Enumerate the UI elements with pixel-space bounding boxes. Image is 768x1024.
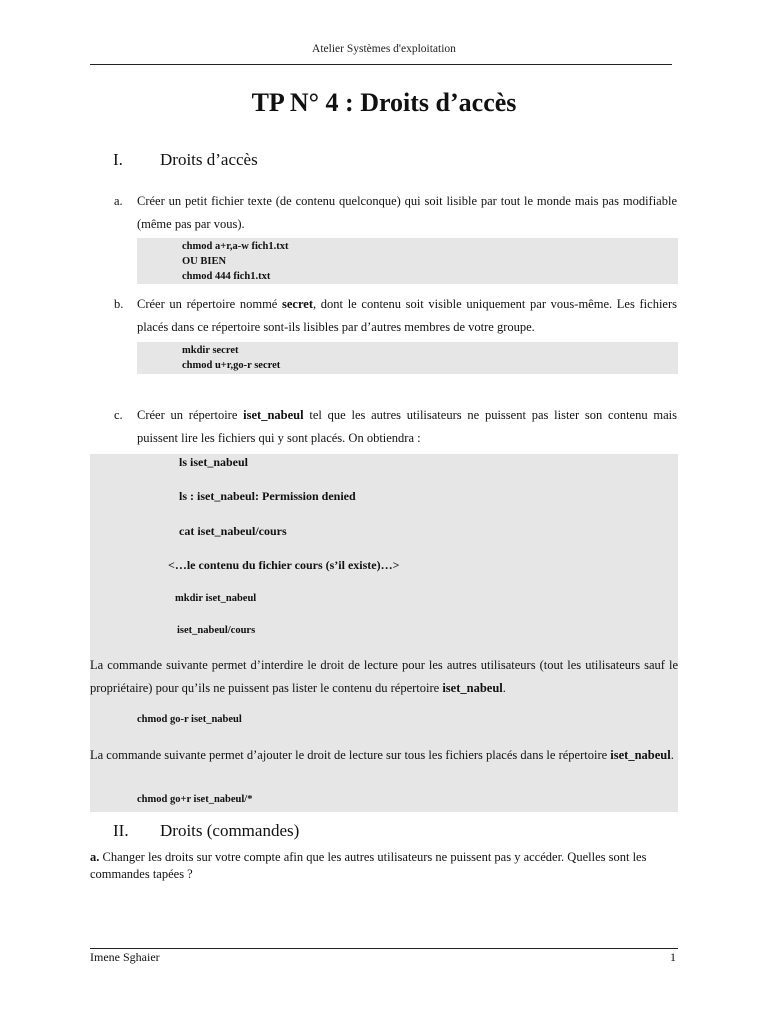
explanation-text: La commande suivante permet d’interdire le droit de lecture pour les autres utilisateurs (tout les utilisateurs sauf le propriétaire) pour qu’ils ne puissent pas lister le contenu du répertoire bbox=[90, 658, 678, 695]
item-label: a. bbox=[90, 850, 100, 864]
page-header: Atelier Systèmes d'exploitation bbox=[312, 43, 456, 55]
item-c-paragraph bbox=[114, 404, 677, 450]
explanation-text: La commande suivante permet d’ajouter le droit de lecture sur tous les fichiers placés dans le répertoire bbox=[90, 748, 611, 762]
section-title: Droits d’accès bbox=[160, 150, 258, 169]
explanation-end: . bbox=[502, 681, 506, 695]
header-divider bbox=[90, 64, 672, 65]
section-number: II. bbox=[113, 821, 129, 840]
code-line: chmod 444 fich1.txt bbox=[182, 271, 271, 282]
footer-author: Imene Sghaier bbox=[90, 950, 160, 964]
keyword-iset-nabeul: iset_nabeul bbox=[243, 408, 304, 422]
item-c-text-after: tel que les autres utilisateurs ne puissent pas lister son contenu mais puissent lire les fichiers qui y sont placés. On obtiendra : bbox=[137, 408, 677, 445]
command-line: chmod go+r iset_nabeul/* bbox=[137, 794, 253, 805]
keyword-iset-nabeul: iset_nabeul bbox=[610, 748, 671, 762]
item-b-text-before: Créer un répertoire nommé bbox=[137, 297, 283, 311]
item-a-text: Créer un petit fichier texte (de contenu quelconque) qui soit lisible par tout le monde mais pas modifiable (même pas par vous). bbox=[137, 194, 677, 231]
code-line: chmod u+r,go-r secret bbox=[182, 360, 281, 371]
item-label: a. bbox=[114, 194, 123, 208]
item-b-text-after: , dont le contenu soit visible uniquement par vous-même. Les fichiers placés dans ce répertoire sont-ils lisibles par d’autres membres de votre groupe. bbox=[137, 297, 677, 334]
command-line: ls iset_nabeul bbox=[179, 455, 249, 469]
code-line: chmod a+r,a-w fich1.txt bbox=[182, 241, 289, 252]
question-a-paragraph bbox=[90, 849, 678, 883]
example-output-box bbox=[90, 454, 678, 812]
explanation-paragraph-1 bbox=[90, 654, 678, 700]
page-title: TP N° 4 : Droits d’accès bbox=[251, 88, 517, 117]
item-label: c. bbox=[114, 408, 123, 422]
item-b-paragraph bbox=[114, 293, 677, 339]
command-output: <…le contenu du fichier cours (s’il existe)…> bbox=[168, 558, 400, 572]
code-line: OU BIEN bbox=[182, 256, 227, 267]
command-output: ls : iset_nabeul: Permission denied bbox=[179, 489, 356, 503]
section-number: I. bbox=[113, 150, 123, 169]
code-block-a bbox=[137, 238, 678, 284]
explanation-end: . bbox=[670, 748, 674, 762]
command-line: iset_nabeul/cours bbox=[177, 625, 256, 636]
section-title: Droits (commandes) bbox=[160, 821, 300, 840]
keyword-iset-nabeul: iset_nabeul bbox=[442, 681, 503, 695]
code-line: mkdir secret bbox=[182, 345, 239, 356]
command-line: chmod go-r iset_nabeul bbox=[137, 714, 242, 725]
footer-divider bbox=[90, 948, 678, 949]
command-line: cat iset_nabeul/cours bbox=[179, 524, 287, 538]
keyword-secret: secret bbox=[282, 297, 314, 311]
command-line: mkdir iset_nabeul bbox=[175, 593, 257, 604]
item-a-paragraph bbox=[114, 190, 677, 236]
section-heading-2 bbox=[113, 821, 299, 841]
item-label: b. bbox=[114, 297, 124, 311]
question-a-text: Changer les droits sur votre compte afin que les autres utilisateurs ne puissent pas y accéder. Quelles sont les commandes tapées ? bbox=[90, 850, 647, 881]
section-heading-1 bbox=[113, 150, 258, 170]
item-c-text-before: Créer un répertoire bbox=[137, 408, 244, 422]
page-number: 1 bbox=[670, 950, 676, 964]
code-block-b bbox=[137, 342, 678, 374]
explanation-paragraph-2 bbox=[90, 744, 678, 767]
